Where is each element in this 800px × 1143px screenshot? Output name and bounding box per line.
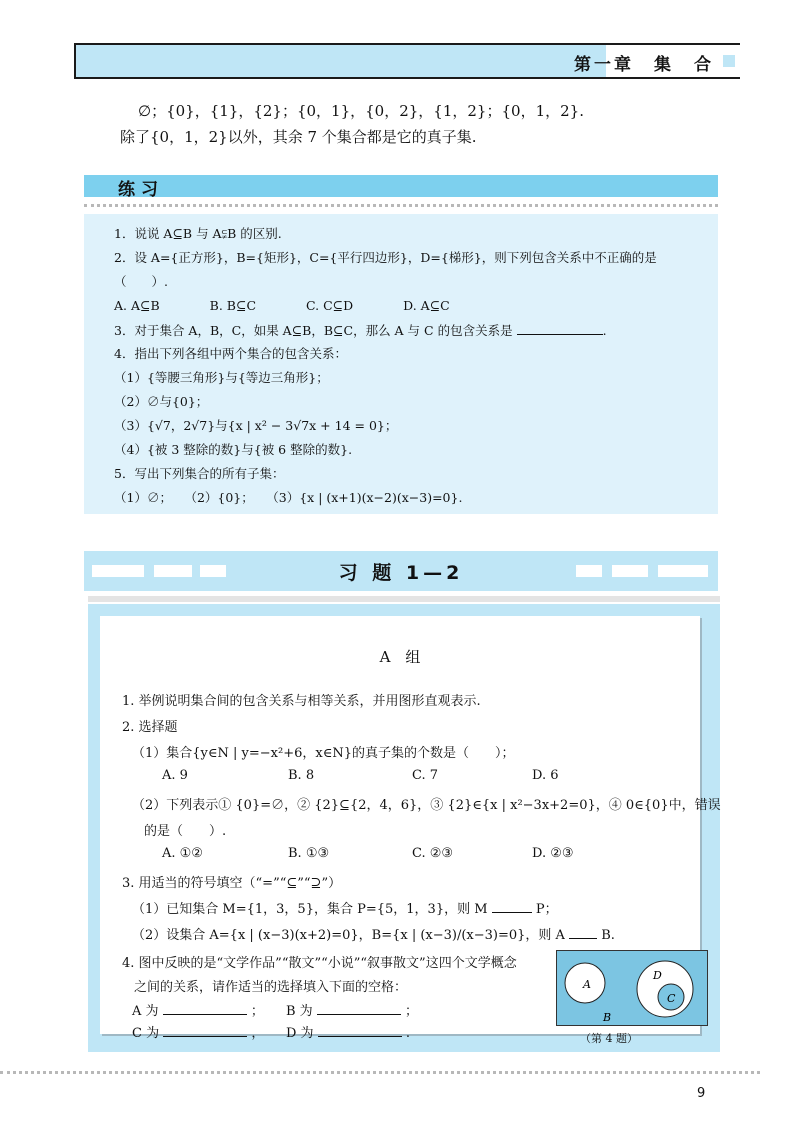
option: D. 6: [532, 768, 559, 783]
practice-line: 2．设 A={正方形}，B={矩形}，C={平行四边形}，D={梯形}，则下列包含关系中不正确的是: [114, 250, 657, 265]
practice-line: 4．指出下列各组中两个集合的包含关系：: [114, 346, 347, 361]
page-number: 9: [697, 1086, 706, 1101]
practice-line-3: 3．对于集合 A，B，C，如果 A⊆B，B⊆C，那么 A 与 C 的包含关系是 .: [114, 320, 607, 339]
exercise-line: [132, 924, 615, 943]
fill-row: [286, 1022, 410, 1041]
fill-label: B 为: [286, 1004, 313, 1019]
exercise-line: [132, 898, 558, 917]
practice-box: [84, 214, 718, 514]
venn-label: D: [653, 969, 662, 982]
fill-label: D 为: [286, 1026, 314, 1041]
exercise-line: 4. 图中反映的是“文学作品”“散文”“小说”“叙事散文”这四个文学概念: [122, 956, 517, 971]
fill-punct: ；: [250, 1004, 264, 1019]
exercise-line: 2. 选择题: [122, 720, 178, 735]
exercise-line: 1. 举例说明集合间的包含关系与相等关系，并用图形直观表示.: [122, 694, 481, 709]
option: B. 8: [288, 768, 315, 783]
exercise-group-a-frame: [88, 604, 720, 1052]
exercise-line: 之间的关系，请作适当的选择填入下面的空格：: [134, 980, 408, 995]
venn-label: A: [583, 978, 591, 991]
exercise-text: （1）已知集合 M={1，3，5}，集合 P={5，1，3}，则 M: [132, 902, 488, 917]
practice-line: A. A⊆B B. B⊆C C. C⊆D D. A⊆C: [114, 298, 450, 313]
fill-row: [286, 1000, 418, 1019]
practice-line: （3）{√7，2√7}与{x | x² − 3√7x + 14 = 0}；: [114, 418, 398, 433]
venn-diagram: [556, 950, 708, 1026]
exercise-line: （1）集合{y∈N | y=−x²+6，x∈N}的真子集的个数是（ ）；: [132, 746, 515, 761]
answer-blank[interactable]: [163, 1022, 247, 1037]
practice-line: （ ）.: [114, 274, 168, 289]
fill-label: A 为: [132, 1004, 159, 1019]
practice-header: [84, 175, 718, 200]
practice-line: 5．写出下列集合的所有子集：: [114, 466, 285, 481]
practice-line: （1）∅； （2）{0}； （3）{x | (x+1)(x−2)(x−3)=0}.: [114, 490, 463, 505]
answer-blank[interactable]: [492, 898, 532, 913]
answer-blank[interactable]: [317, 1000, 401, 1015]
practice-line: 1．说说 A⊆B 与 A⫋B 的区别.: [114, 226, 282, 241]
intro-line-2: 除了{0，1，2}以外，其余 7 个集合都是它的真子集.: [120, 128, 477, 146]
chapter-header: [74, 43, 740, 79]
practice-line: （4）{被 3 整除的数}与{被 6 整除的数}.: [114, 442, 353, 457]
practice-line: （1）{等腰三角形}与{等边三角形}；: [114, 370, 329, 385]
option: A. 9: [162, 768, 188, 783]
group-title: A 组: [379, 648, 421, 666]
option: C. 7: [412, 768, 439, 783]
exercise-title: 习 题 1—2: [338, 562, 464, 584]
option: C. ②③: [412, 846, 454, 861]
exercise-line: 3. 用适当的符号填空（“=”“⊆”“⊇”）: [122, 876, 342, 891]
intro-line-1: ∅；{0}，{1}，{2}；{0，1}，{0，2}，{1，2}；{0，1，2}.: [138, 102, 584, 120]
option: D. ②③: [532, 846, 574, 861]
exercise-line: 的是（ ）.: [144, 824, 227, 839]
option: B. ①③: [288, 846, 330, 861]
exercise-group-a: [100, 616, 721, 1045]
exercise-text: B.: [601, 928, 615, 943]
answer-blank[interactable]: [318, 1022, 402, 1037]
venn-label: C: [667, 992, 676, 1005]
venn-label: B: [603, 1011, 612, 1024]
practice-title: 练习: [118, 180, 164, 200]
answer-blank[interactable]: [517, 320, 603, 335]
fill-punct: ，: [251, 1026, 265, 1041]
dotted-divider: [84, 204, 718, 207]
chapter-title: 第一章 集 合: [574, 55, 714, 75]
exercise-text: （2）设集合 A={x | (x−3)(x+2)=0}，B={x | (x−3)/(x−3)=0}，则 A: [132, 928, 565, 943]
fill-label: C 为: [132, 1026, 160, 1041]
bottom-dotted-divider: [0, 1071, 760, 1074]
exercise-header-shadow: [88, 596, 720, 602]
practice-line: 3．对于集合 A，B，C，如果 A⊆B，B⊆C，那么 A 与 C 的包含关系是: [114, 323, 513, 338]
practice-line: （2）∅与{0}；: [114, 394, 209, 409]
exercise-text: P；: [535, 902, 558, 917]
fill-row: [132, 1022, 264, 1041]
exercise-line: （2）下列表示① {0}=∅，② {2}⊆{2，4，6}，③ {2}∈{x | x²−3x+2=0}，④ 0∈{0}中，错误: [132, 798, 721, 813]
exercise-header: [84, 551, 718, 591]
figure-caption: （第 4 题）: [580, 1032, 638, 1045]
answer-blank[interactable]: [163, 1000, 247, 1015]
answer-blank[interactable]: [569, 924, 597, 939]
header-square-icon: [723, 55, 735, 67]
option: A. ①②: [162, 846, 203, 861]
fill-punct: ；: [404, 1004, 418, 1019]
fill-row: [132, 1000, 264, 1019]
venn-svg: [557, 951, 707, 1025]
fill-punct: .: [405, 1026, 410, 1041]
